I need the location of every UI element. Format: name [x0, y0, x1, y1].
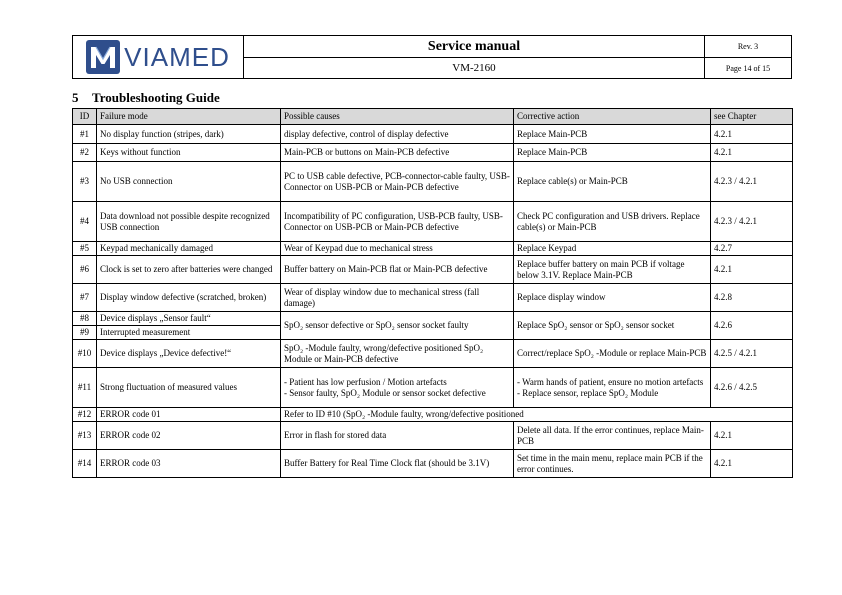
action-line: - Warm hands of patient, ensure no motion artefacts [517, 376, 704, 387]
table-row [73, 144, 793, 162]
row-id: #7 [73, 284, 97, 312]
row-id: #3 [73, 162, 97, 202]
chapter-ref: 4.2.1 [711, 422, 793, 450]
failure-mode: Data download not possible despite recognized USB connection [97, 202, 281, 242]
table-row [73, 284, 793, 312]
row-id: #12 [73, 408, 97, 422]
row-id: #8 [73, 312, 97, 326]
column-header-chapter: see Chapter [711, 109, 793, 125]
possible-cause: Wear of display window due to mechanical stress (fall damage) [281, 284, 514, 312]
row-id: #5 [73, 242, 97, 256]
failure-mode: Device displays „Device defective!“ [97, 340, 281, 368]
chapter-ref: 4.2.3 / 4.2.1 [711, 162, 793, 202]
row-id: #10 [73, 340, 97, 368]
chapter-ref: 4.2.1 [711, 450, 793, 478]
column-header-id: ID [73, 109, 97, 125]
possible-cause: SpO₂ -Module faulty, wrong/defective positioned SpO₂ Module or Main-PCB defective [281, 340, 514, 368]
chapter-ref: 4.2.6 / 4.2.5 [711, 368, 793, 408]
chapter-ref: 4.2.5 / 4.2.1 [711, 340, 793, 368]
possible-cause: SpO₂ sensor defective or SpO₂ sensor socket faulty [281, 312, 514, 340]
possible-cause: Buffer battery on Main-PCB flat or Main-PCB defective [281, 256, 514, 284]
failure-mode: ERROR code 01 [97, 408, 281, 422]
failure-mode: No display function (stripes, dark) [97, 125, 281, 144]
possible-cause: Error in flash for stored data [281, 422, 514, 450]
row-id: #1 [73, 125, 97, 144]
corrective-action: Replace SpO₂ sensor or SpO₂ sensor socket [514, 312, 711, 340]
failure-mode: ERROR code 02 [97, 422, 281, 450]
section-heading [72, 90, 220, 106]
corrective-action: Replace cable(s) or Main-PCB [514, 162, 711, 202]
row-id: #14 [73, 450, 97, 478]
table-row [73, 162, 793, 202]
troubleshooting-table [72, 108, 793, 478]
failure-mode: Interrupted measurement [97, 326, 281, 340]
failure-mode: ERROR code 03 [97, 450, 281, 478]
possible-cause: Incompatibility of PC configuration, USB-PCB faulty, USB-Connector on USB-PCB or Main-PCB defective [281, 202, 514, 242]
chapter-ref: 4.2.1 [711, 144, 793, 162]
corrective-action [514, 368, 711, 408]
possible-cause: Wear of Keypad due to mechanical stress [281, 242, 514, 256]
failure-mode: Keys without function [97, 144, 281, 162]
column-header-cause: Possible causes [281, 109, 514, 125]
corrective-action: Replace Main-PCB [514, 144, 711, 162]
failure-mode: Strong fluctuation of measured values [97, 368, 281, 408]
chapter-ref: 4.2.1 [711, 256, 793, 284]
row-id: #11 [73, 368, 97, 408]
model-number: VM-2160 [244, 58, 705, 79]
failure-mode: Device displays „Sensor fault“ [97, 312, 281, 326]
table-row [73, 422, 793, 450]
corrective-action: Replace Keypad [514, 242, 711, 256]
row-id: #6 [73, 256, 97, 284]
company-logo [73, 37, 243, 77]
column-header-failure: Failure mode [97, 109, 281, 125]
corrective-action: Delete all data. If the error continues, replace Main-PCB [514, 422, 711, 450]
possible-cause: Buffer Battery for Real Time Clock flat (should be 3.1V) [281, 450, 514, 478]
corrective-action: Replace buffer battery on main PCB if voltage below 3.1V. Replace Main-PCB [514, 256, 711, 284]
corrective-action: Correct/replace SpO₂ -Module or replace Main-PCB [514, 340, 711, 368]
row-id: #9 [73, 326, 97, 340]
failure-mode: Keypad mechanically damaged [97, 242, 281, 256]
column-header-action: Corrective action [514, 109, 711, 125]
failure-mode: Display window defective (scratched, broken) [97, 284, 281, 312]
possible-cause: Main-PCB or buttons on Main-PCB defective [281, 144, 514, 162]
viamed-logo-icon [86, 40, 120, 74]
chapter-ref: 4.2.1 [711, 125, 793, 144]
possible-cause: Refer to ID #10 (SpO₂ -Module faulty, wrong/defective positioned [281, 408, 793, 422]
row-id: #2 [73, 144, 97, 162]
cause-line: - Sensor faulty, SpO₂ Module or sensor socket defective [284, 387, 486, 398]
possible-cause: display defective, control of display defective [281, 125, 514, 144]
brand-name: VIAMED [124, 41, 230, 72]
failure-mode: No USB connection [97, 162, 281, 202]
table-row [73, 125, 793, 144]
table-row [73, 340, 793, 368]
table-row [73, 256, 793, 284]
section-number: 5 [72, 90, 79, 105]
table-row [73, 368, 793, 408]
chapter-ref: 4.2.8 [711, 284, 793, 312]
possible-cause: PC to USB cable defective, PCB-connector-cable faulty, USB-Connector on USB-PCB or Main-PCB defective [281, 162, 514, 202]
chapter-ref: 4.2.7 [711, 242, 793, 256]
table-row [73, 242, 793, 256]
table-header-row [73, 109, 793, 125]
manual-title: Service manual [244, 36, 705, 58]
cause-line: - Patient has low perfusion / Motion artefacts [284, 376, 447, 387]
chapter-ref: 4.2.3 / 4.2.1 [711, 202, 793, 242]
failure-mode: Clock is set to zero after batteries were changed [97, 256, 281, 284]
table-row [73, 312, 793, 326]
table-row [73, 408, 793, 422]
corrective-action: Check PC configuration and USB drivers. Replace cable(s) or Main-PCB [514, 202, 711, 242]
page-header [72, 35, 792, 79]
corrective-action: Replace display window [514, 284, 711, 312]
row-id: #13 [73, 422, 97, 450]
table-row [73, 450, 793, 478]
revision: Rev. 3 [705, 36, 792, 58]
action-line: - Replace sensor, replace SpO₂ Module [517, 387, 659, 398]
section-title: Troubleshooting Guide [92, 90, 220, 105]
table-row [73, 202, 793, 242]
row-id: #4 [73, 202, 97, 242]
corrective-action: Set time in the main menu, replace main PCB if the error continues. [514, 450, 711, 478]
possible-cause [281, 368, 514, 408]
logo-cell [73, 36, 244, 79]
chapter-ref: 4.2.6 [711, 312, 793, 340]
page-number: Page 14 of 15 [705, 58, 792, 79]
corrective-action: Replace Main-PCB [514, 125, 711, 144]
